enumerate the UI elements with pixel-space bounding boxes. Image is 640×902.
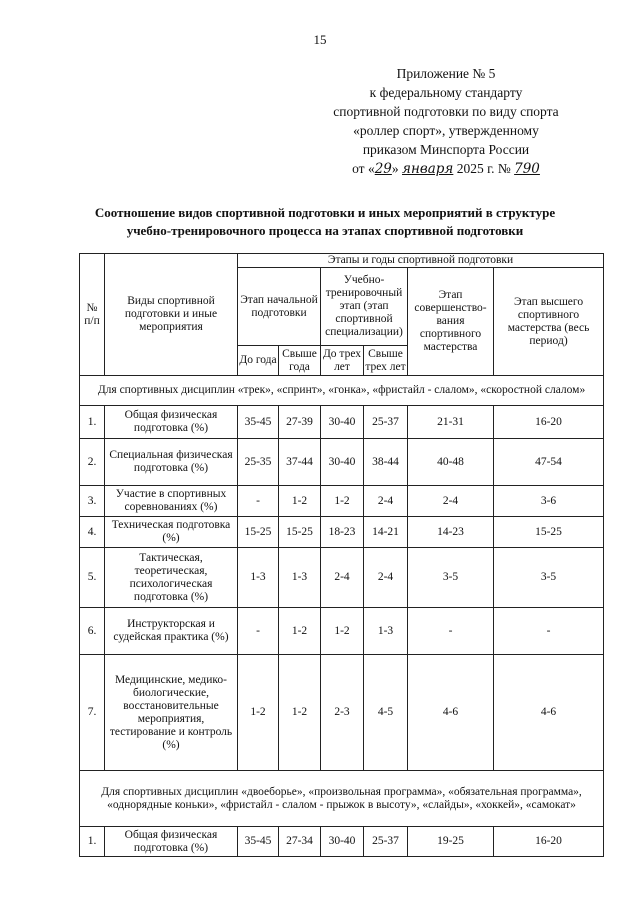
row-name: Участие в спортивных соревнованиях (%) <box>105 486 238 517</box>
table-row <box>80 608 604 655</box>
row-name: Медицинские, медико-биологические, восстановительные мероприятия, тестирование и контроль (%) <box>105 655 238 771</box>
value-cell: 27-34 <box>279 827 321 857</box>
value-cell: 2-4 <box>408 486 494 517</box>
row-number: 6. <box>80 608 105 655</box>
row-number: 1. <box>80 827 105 857</box>
value-cell: - <box>408 608 494 655</box>
section-title-1: Для спортивных дисциплин «трек», «спринт», «гонка», «фристайл - слалом», «скоростной слалом» <box>80 376 604 406</box>
value-cell: 1-2 <box>321 608 364 655</box>
header-over-year: Свыше года <box>279 346 321 376</box>
row-name: Специальная физическая подготовка (%) <box>105 439 238 486</box>
value-cell: 14-23 <box>408 517 494 548</box>
header-row <box>80 254 604 268</box>
preparation-ratio-table <box>79 253 604 857</box>
annex-line: спортивной подготовки по виду спорта <box>333 104 559 119</box>
order-number: 790 <box>514 161 540 177</box>
date-day: 29 <box>374 161 392 177</box>
value-cell: 35-45 <box>238 406 279 439</box>
value-cell: 1-2 <box>238 655 279 771</box>
value-cell: 2-4 <box>321 548 364 608</box>
value-cell: 37-44 <box>279 439 321 486</box>
value-cell: 19-25 <box>408 827 494 857</box>
value-cell: 15-25 <box>494 517 604 548</box>
value-cell: 3-5 <box>408 548 494 608</box>
header-training: Учебно-тренировочный этап (этап спортивной специализации) <box>321 268 408 346</box>
header-upto-year: До года <box>238 346 279 376</box>
row-number: 7. <box>80 655 105 771</box>
table-row <box>80 655 604 771</box>
section-row <box>80 771 604 827</box>
value-cell: 47-54 <box>494 439 604 486</box>
value-cell: 4-6 <box>408 655 494 771</box>
value-cell: - <box>238 486 279 517</box>
value-cell: 1-3 <box>238 548 279 608</box>
row-number: 1. <box>80 406 105 439</box>
row-name: Инструкторская и судейская практика (%) <box>105 608 238 655</box>
row-name: Тактическая, теоретическая, психологическая подготовка (%) <box>105 548 238 608</box>
annex-date-line <box>296 159 596 179</box>
header-initial: Этап начальной подготовки <box>238 268 321 346</box>
annex-line: «роллер спорт», утвержденному <box>353 123 539 138</box>
value-cell: 1-2 <box>279 486 321 517</box>
value-cell: 16-20 <box>494 406 604 439</box>
value-cell: 1-2 <box>321 486 364 517</box>
value-cell: 14-21 <box>364 517 408 548</box>
value-cell: 1-2 <box>279 655 321 771</box>
value-cell: 30-40 <box>321 827 364 857</box>
row-name: Техническая подготовка (%) <box>105 517 238 548</box>
value-cell: 1-3 <box>279 548 321 608</box>
row-name: Общая физическая подготовка (%) <box>105 827 238 857</box>
title-line-1: Соотношение видов спортивной подготовки и иных мероприятий в структуре <box>94 205 556 220</box>
row-name: Общая физическая подготовка (%) <box>105 406 238 439</box>
date-month: января <box>402 161 454 177</box>
value-cell: 25-37 <box>364 406 408 439</box>
annex-line: к федеральному стандарту <box>369 85 523 100</box>
date-year: 2025 г. № <box>456 161 511 176</box>
annex-line: Приложение № 5 <box>396 66 496 81</box>
annex-block <box>296 64 596 179</box>
page-number: 15 <box>313 32 327 47</box>
section-title-2: Для спортивных дисциплин «двоеборье», «произвольная программа», «обязательная программа», «однорядные коньки», «фристайл - слалом - прыжок в высоту», «слайды», «хоккей», «самокат» <box>80 771 604 827</box>
value-cell: - <box>238 608 279 655</box>
table-row <box>80 517 604 548</box>
table-row <box>80 548 604 608</box>
value-cell: 35-45 <box>238 827 279 857</box>
header-over-three: Свыше трех лет <box>364 346 408 376</box>
value-cell: 38-44 <box>364 439 408 486</box>
value-cell: 30-40 <box>321 439 364 486</box>
value-cell: 30-40 <box>321 406 364 439</box>
document-title <box>40 204 610 240</box>
header-improvement: Этап совершенство-вания спортивного мастерства <box>408 268 494 376</box>
section-row <box>80 376 604 406</box>
value-cell: 27-39 <box>279 406 321 439</box>
value-cell: 18-23 <box>321 517 364 548</box>
table-row <box>80 486 604 517</box>
value-cell: 40-48 <box>408 439 494 486</box>
row-number: 4. <box>80 517 105 548</box>
value-cell: 2-4 <box>364 486 408 517</box>
value-cell: 15-25 <box>238 517 279 548</box>
value-cell: 4-5 <box>364 655 408 771</box>
table-row <box>80 439 604 486</box>
value-cell: 1-2 <box>279 608 321 655</box>
date-prefix: от « <box>352 161 375 176</box>
value-cell: 3-5 <box>494 548 604 608</box>
row-number: 5. <box>80 548 105 608</box>
row-number: 3. <box>80 486 105 517</box>
value-cell: 4-6 <box>494 655 604 771</box>
value-cell: 16-20 <box>494 827 604 857</box>
value-cell: 15-25 <box>279 517 321 548</box>
value-cell: 2-4 <box>364 548 408 608</box>
value-cell: 21-31 <box>408 406 494 439</box>
value-cell: 25-37 <box>364 827 408 857</box>
header-highest: Этап высшего спортивного мастерства (весь период) <box>494 268 604 376</box>
table-row <box>80 827 604 857</box>
annex-line: приказом Минспорта России <box>362 142 530 157</box>
date-mid: » <box>391 161 399 176</box>
value-cell: 3-6 <box>494 486 604 517</box>
row-number: 2. <box>80 439 105 486</box>
value-cell: 25-35 <box>238 439 279 486</box>
value-cell: - <box>494 608 604 655</box>
header-upto-three: До трех лет <box>321 346 364 376</box>
value-cell: 1-3 <box>364 608 408 655</box>
header-num: № п/п <box>80 254 105 376</box>
header-stages-years: Этапы и годы спортивной подготовки <box>238 254 604 268</box>
value-cell: 2-3 <box>321 655 364 771</box>
header-kinds: Виды спортивной подготовки и иные мероприятия <box>105 254 238 376</box>
table-row <box>80 406 604 439</box>
title-line-2: учебно-тренировочного процесса на этапах спортивной подготовки <box>126 223 524 238</box>
